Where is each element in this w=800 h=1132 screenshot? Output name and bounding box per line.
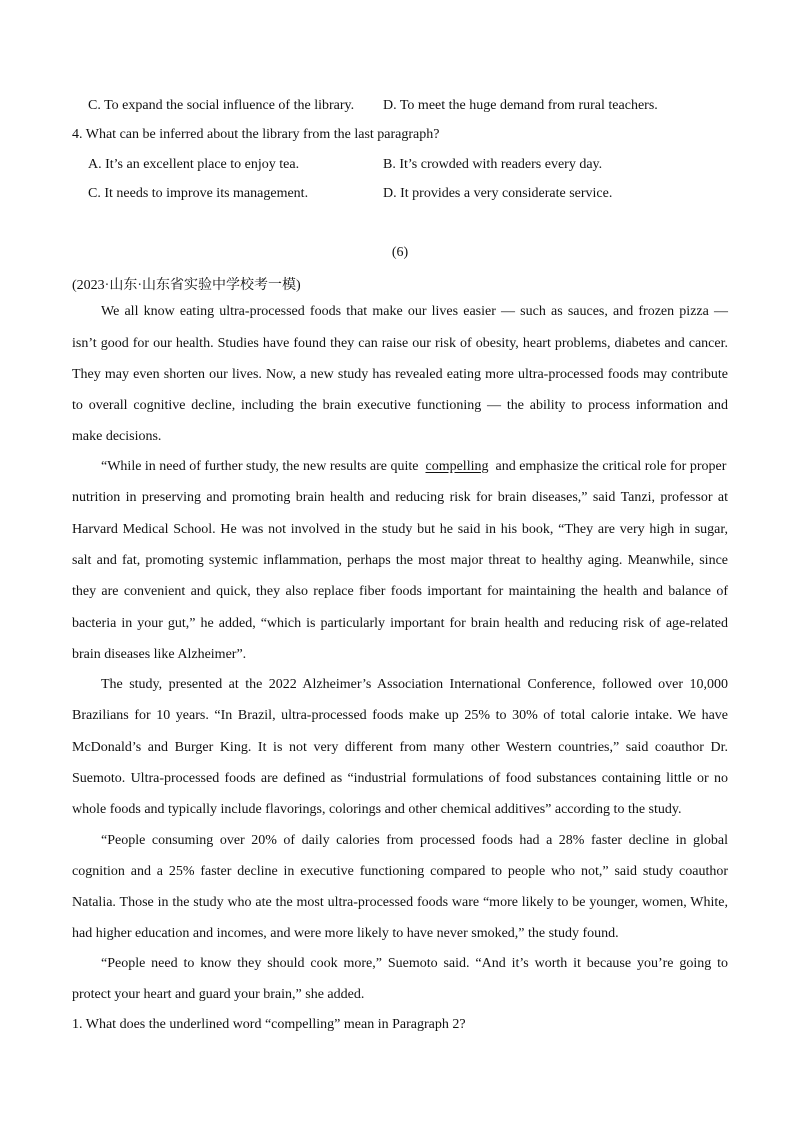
paragraph-3-line: The study, presented at the 2022 Alzheimer’s Association International Conference, followed over 10,000 [101,677,728,692]
question-4-option-b: B. It’s crowded with readers every day. [383,157,603,172]
paragraph-1-line: They may even shorten our lives. Now, a new study has revealed eating more ultra-processed foods may contribute [72,367,728,382]
question-4-stem: 4. What can be inferred about the library from the last paragraph? [72,127,440,142]
paragraph-2-first-line [101,459,728,475]
paragraph-2-line: brain diseases like Alzheimer”. [72,647,247,662]
paragraph-3-line: Brazilians for 10 years. “In Brazil, ultra-processed foods make up 25% to 30% of total calorie intake. We have [72,708,728,723]
paragraph-1-line: make decisions. [72,429,162,444]
prev-question-option-d: D. To meet the huge demand from rural teachers. [383,98,658,113]
paragraph-3-line: Suemoto. Ultra-processed foods are defined as “industrial formulations of food substances containing little or no [72,771,728,786]
paragraph-3-line: whole foods and typically include flavorings, colorings and other chemical additives” according to the study. [72,802,682,817]
paragraph-5-line: “People need to know they should cook more,” Suemoto said. “And it’s worth it because you’re going to [101,956,728,971]
paragraph-1-line: isn’t good for our health. Studies have found they can raise our risk of obesity, heart problems, diabetes and cancer. [72,336,728,351]
question-4-option-d: D. It provides a very considerate service. [383,186,613,201]
question-1-stem: 1. What does the underlined word “compelling” mean in Paragraph 2? [72,1017,466,1032]
paragraph-1-line: We all know eating ultra-processed foods that make our lives easier — such as sauces, and frozen pizza — [101,304,728,319]
question-4-option-c: C. It needs to improve its management. [88,186,309,201]
paragraph-4-line: “People consuming over 20% of daily calories from processed foods had a 28% faster decline in global [101,833,728,848]
paragraph-2-line: bacteria in your gut,” he added, “which is particularly important for brain health and reducing risk of age-related [72,616,728,631]
paragraph-2-line: Harvard Medical School. He was not involved in the study but he said in his book, “They are very high in sugar, [72,522,728,537]
paragraph-2-line: they are convenient and quick, they also replace fiber foods important for maintaining the health and balance of [72,584,728,599]
paragraph-3-line: McDonald’s and Burger King. It is not very different from many other Western countries,” said coauthor Dr. [72,740,728,755]
paragraph-2-line: salt and fat, promoting systemic inflammation, perhaps the most major threat to healthy aging. Meanwhile, since [72,553,728,568]
section-number: (6) [391,245,409,260]
section-source: (2023·山东·山东省实验中学校考一模) [72,278,301,293]
prev-question-option-c: C. To expand the social influence of the library. [88,98,355,113]
paragraph-2-line: nutrition in preserving and promoting brain health and reducing risk for brain diseases,” said Tanzi, professor at [72,490,728,505]
paragraph-4-line: cognition and a 25% faster decline in executive functioning compared to people who not,” said study coauthor [72,864,728,879]
paragraph-2-text-before: “While in need of further study, the new results are quite [101,459,419,474]
paragraph-4-line: Natalia. Those in the study who ate the most ultra-processed foods ware “more likely to be younger, women, White, [72,895,728,910]
paragraph-5-line: protect your heart and guard your brain,” she added. [72,987,365,1002]
paragraph-2-text-after: and emphasize the critical role for proper [495,459,727,474]
paragraph-4-line: had higher education and incomes, and were more likely to have never smoked,” the study found. [72,926,619,941]
paragraph-1-line: to overall cognitive decline, including the brain executive functioning — the ability to process information and [72,398,728,413]
underlined-word-compelling: compelling [425,459,489,474]
question-4-option-a: A. It’s an excellent place to enjoy tea. [88,157,300,172]
